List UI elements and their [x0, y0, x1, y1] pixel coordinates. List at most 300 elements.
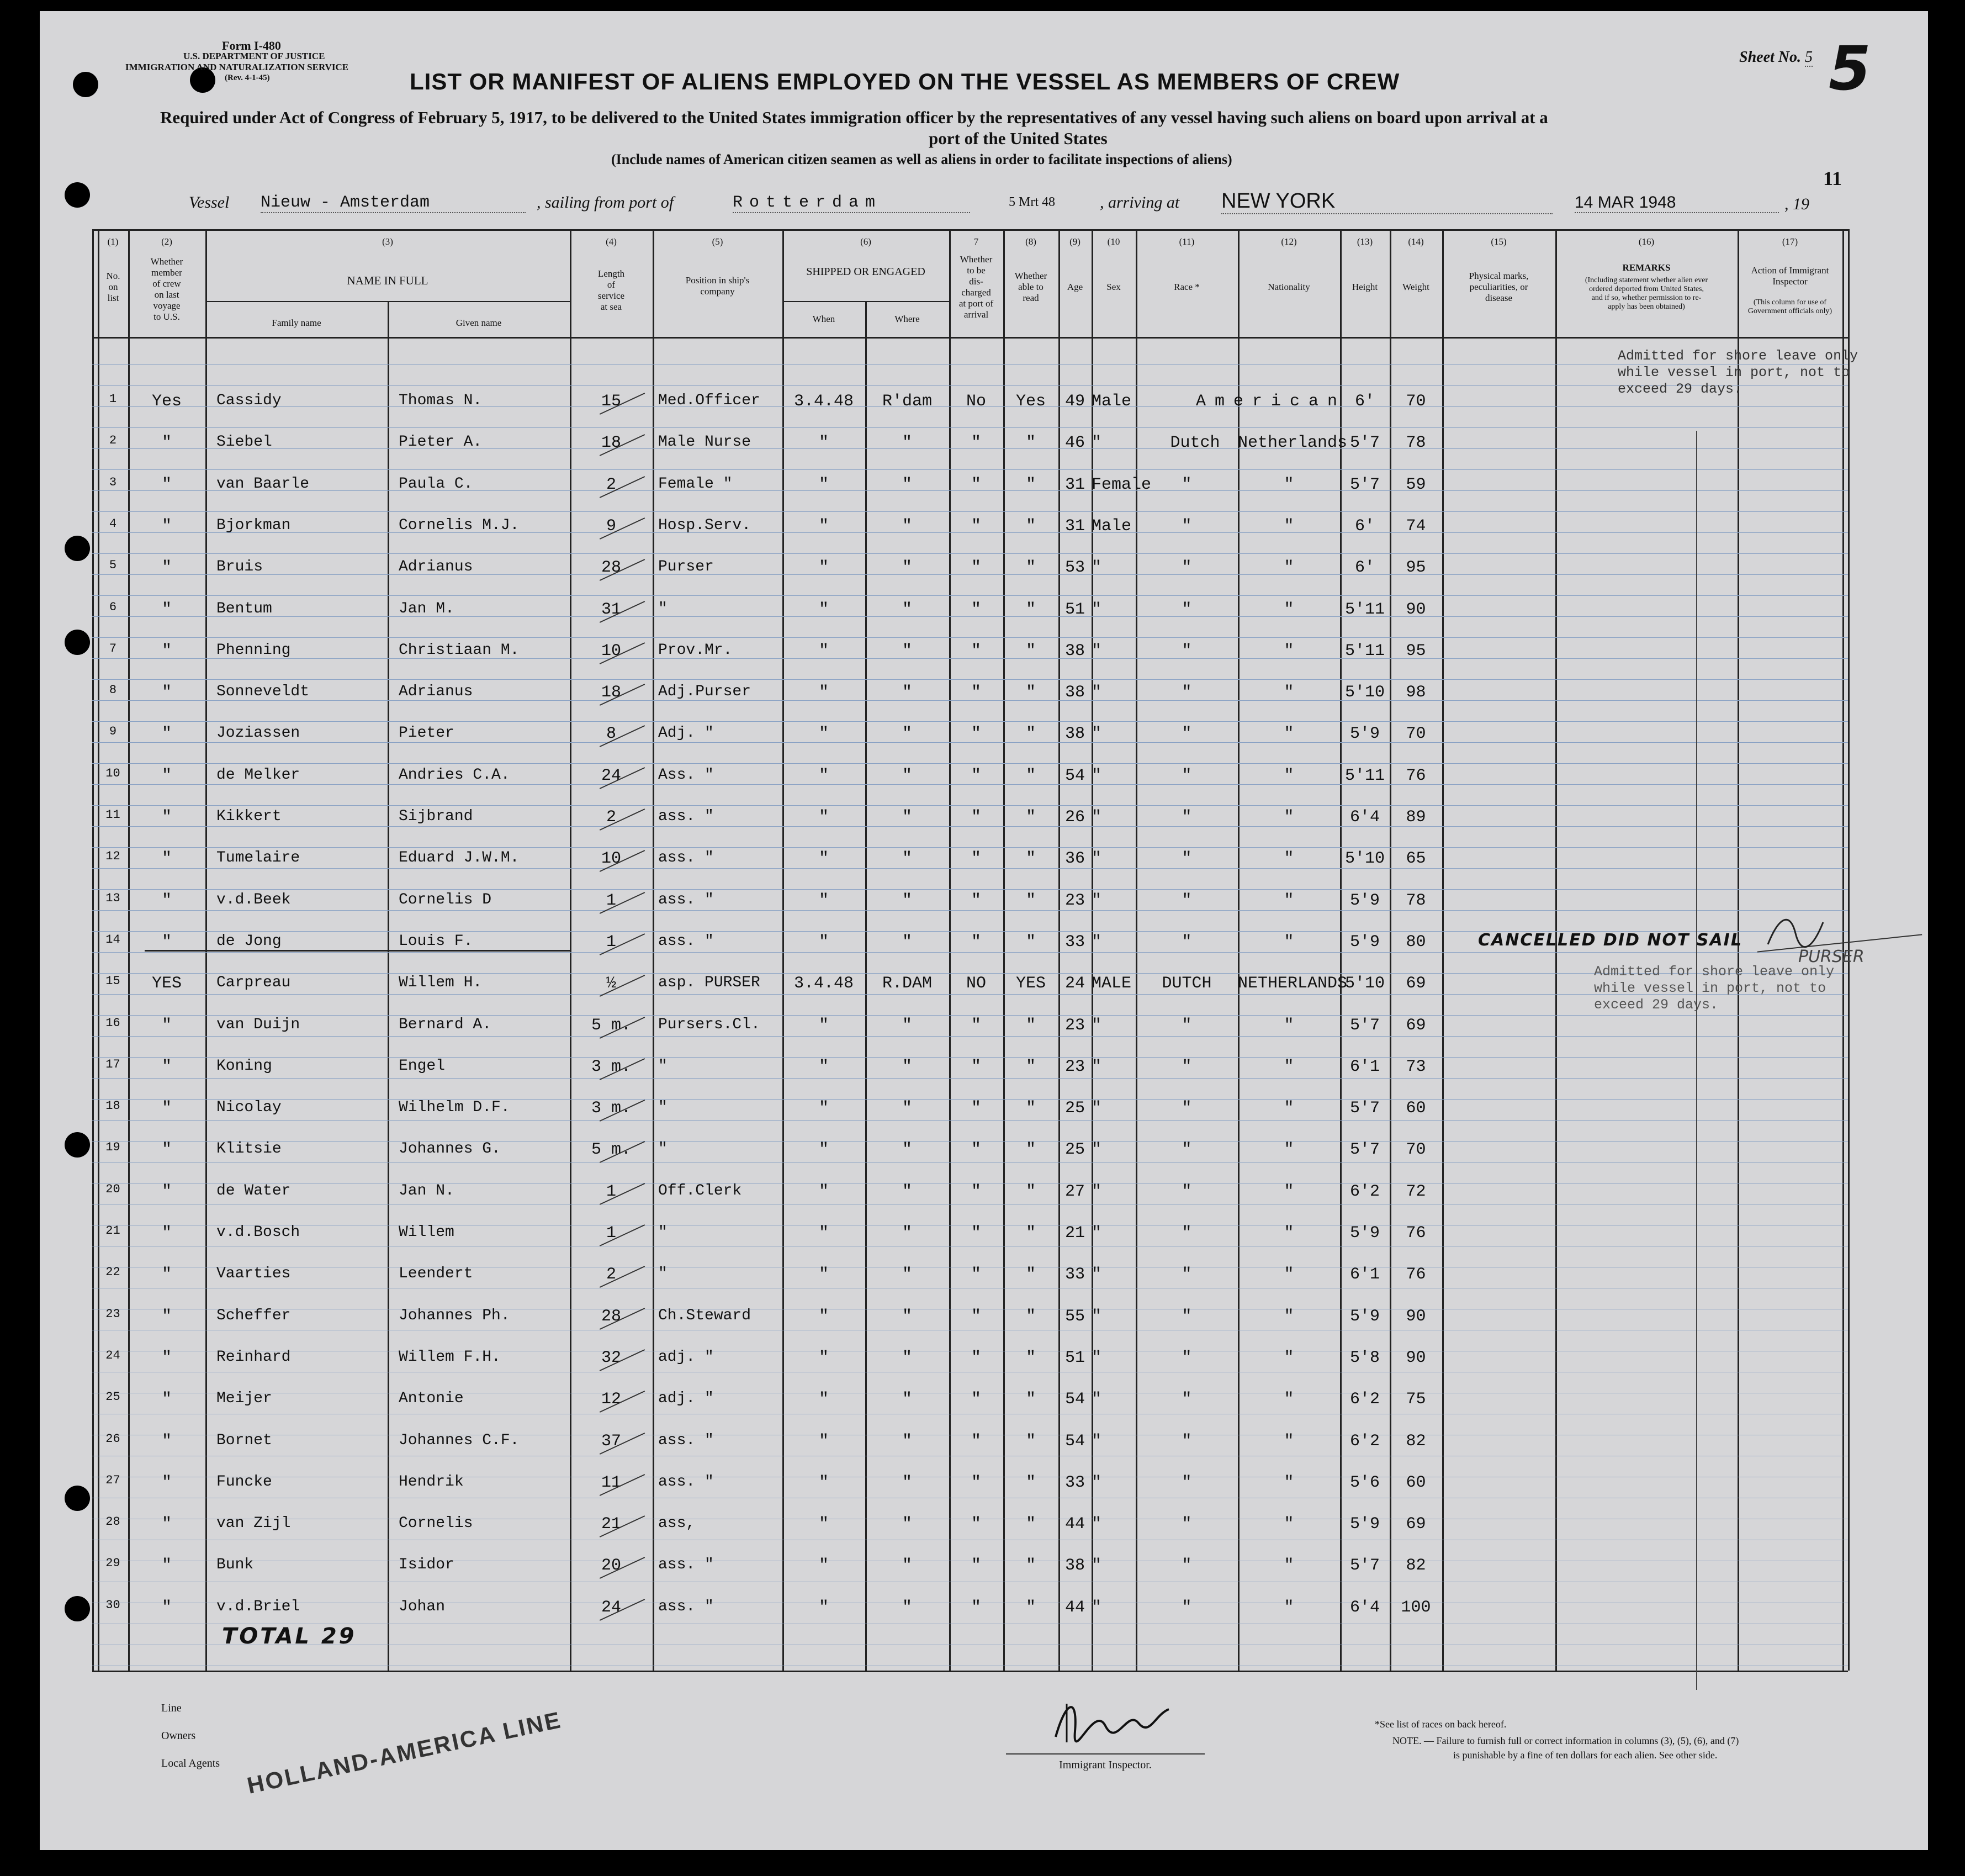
cell-member: "	[161, 1057, 172, 1076]
cell-service: 24	[601, 766, 621, 785]
cell-service: 31	[601, 600, 621, 619]
cell-age: 54	[1064, 1431, 1085, 1451]
cell-service: 1	[606, 932, 616, 952]
cell-age: 26	[1064, 808, 1085, 827]
cell-position: Pursers.Cl.	[658, 1016, 760, 1033]
cell-age: 54	[1064, 766, 1085, 785]
cell-family: Sonneveldt	[216, 683, 310, 701]
cell-read: "	[1025, 849, 1036, 869]
cell-member: "	[161, 475, 172, 494]
cell-discharged: NO	[966, 974, 986, 994]
cell-nationality: "	[1284, 725, 1294, 744]
cell-sex: "	[1092, 1473, 1102, 1492]
cell-when: 3.4.48	[793, 392, 854, 411]
cell-where: "	[902, 766, 912, 785]
cell-member: YES	[151, 974, 182, 994]
cell-race: "	[1182, 1556, 1192, 1576]
cell-discharged: "	[971, 1099, 981, 1118]
cell-weight: 69	[1406, 1016, 1426, 1035]
col-head-family-name: Family name	[272, 318, 321, 328]
ruled-line	[92, 721, 1848, 722]
cell-nationality: "	[1284, 1140, 1294, 1160]
penalty-note-1: NOTE. — Failure to furnish full or correct information in columns (3), (5), (6), and (7)	[1392, 1735, 1739, 1746]
cell-race: "	[1182, 641, 1192, 660]
cell-discharged: "	[971, 1307, 981, 1326]
cell-height: 5'7	[1349, 1556, 1380, 1576]
cell-weight: 98	[1406, 683, 1426, 702]
col-num-16: (16)	[1638, 236, 1655, 247]
cell-no: 23	[105, 1307, 120, 1321]
cell-service: 2	[606, 1265, 616, 1285]
cell-family: Bunk	[216, 1556, 254, 1574]
col-head-sex: Sex	[1106, 282, 1121, 292]
cell-family: v.d.Bosch	[216, 1224, 300, 1241]
cell-family: van Baarle	[216, 475, 310, 493]
cell-member: "	[161, 1515, 172, 1534]
cell-family: Phenning	[216, 641, 291, 659]
cell-sex: Male	[1092, 516, 1132, 536]
ruled-line	[92, 385, 1848, 386]
col-num-17: (17)	[1782, 236, 1798, 247]
cell-service: 32	[601, 1348, 621, 1367]
cell-position: ass. "	[658, 1473, 714, 1491]
cell-where: "	[902, 641, 912, 660]
cell-no: 18	[105, 1099, 120, 1113]
cell-when: "	[818, 1224, 829, 1243]
cell-position: "	[658, 600, 668, 617]
ruled-line	[92, 595, 1848, 596]
ruled-line	[92, 553, 1848, 554]
cell-no: 8	[109, 683, 117, 697]
cell-where: "	[902, 725, 912, 744]
cell-no: 16	[105, 1016, 120, 1030]
cell-position: Off.Clerk	[658, 1182, 742, 1199]
cell-given: Johannes G.	[399, 1140, 501, 1158]
cell-family: van Zijl	[216, 1515, 291, 1532]
cell-position: Female "	[658, 475, 733, 493]
col-num-12: (12)	[1281, 236, 1297, 247]
cell-race: "	[1182, 683, 1192, 702]
cell-race: "	[1182, 1473, 1192, 1492]
cell-weight: 76	[1406, 766, 1426, 785]
cell-weight: 95	[1406, 558, 1426, 578]
cell-nationality: "	[1284, 683, 1294, 702]
cell-position: Purser	[658, 558, 714, 576]
col-head-physical-marks: Physical marks, peculiarities, or disease	[1469, 271, 1529, 303]
cell-member: "	[161, 600, 172, 619]
cell-age: 25	[1064, 1099, 1085, 1118]
cell-no: 30	[105, 1598, 120, 1612]
cell-height: 6'1	[1349, 1265, 1380, 1285]
cell-no: 21	[105, 1224, 120, 1238]
col-num-1: (1)	[107, 236, 119, 247]
cell-no: 9	[109, 725, 117, 739]
cell-no: 19	[105, 1140, 120, 1155]
col-num-5: (5)	[712, 236, 723, 247]
cell-age: 49	[1064, 392, 1085, 411]
ruled-line	[92, 952, 1848, 953]
cell-height: 6'4	[1349, 808, 1380, 827]
cell-sex: "	[1092, 808, 1102, 827]
cell-no: 15	[105, 974, 120, 989]
cell-no: 28	[105, 1515, 120, 1529]
cell-when: "	[818, 1265, 829, 1285]
cell-height: 5'9	[1349, 891, 1380, 910]
cell-given: Cornelis D	[399, 891, 492, 908]
cell-member: "	[161, 891, 172, 910]
cell-given: Cornelis M.J.	[399, 516, 520, 534]
col-num-13: (13)	[1357, 236, 1373, 247]
cell-race: "	[1182, 766, 1192, 785]
cell-height: 5'9	[1349, 725, 1380, 744]
inspector-signature-line	[1006, 1753, 1205, 1755]
cell-member: "	[161, 434, 172, 453]
cell-member: "	[161, 1099, 172, 1118]
cell-height: 5'7	[1349, 1099, 1380, 1118]
cell-age: 33	[1064, 1473, 1085, 1492]
cell-when: "	[818, 1473, 829, 1492]
cell-when: "	[818, 1140, 829, 1160]
cell-sex: "	[1092, 1099, 1102, 1118]
cell-family: de Melker	[216, 766, 300, 784]
cell-position: Adj. "	[658, 725, 714, 742]
cell-height: 5'8	[1349, 1348, 1380, 1367]
cell-service: 20	[601, 1556, 621, 1576]
cell-discharged: "	[971, 1515, 981, 1534]
cell-no: 4	[109, 516, 117, 531]
cell-sex: Male	[1092, 392, 1132, 411]
cell-member: "	[161, 1224, 172, 1243]
cell-age: 21	[1064, 1224, 1085, 1243]
table-top-border	[92, 229, 1848, 231]
col-num-15: (15)	[1491, 236, 1507, 247]
cell-read: "	[1025, 1182, 1036, 1201]
cell-no: 12	[105, 849, 120, 864]
cell-nationality: "	[1284, 1307, 1294, 1326]
col-head-able-to-read: Whether able to read	[1014, 271, 1047, 303]
cell-race: "	[1182, 1598, 1192, 1617]
cell-race: "	[1182, 1016, 1192, 1035]
cell-race: Dutch	[1170, 434, 1220, 453]
cell-weight: 59	[1406, 475, 1426, 494]
cell-weight: 69	[1406, 1515, 1426, 1534]
col-num-3: (3)	[382, 236, 393, 247]
vessel-label: Vessel	[189, 193, 230, 212]
cell-read: Yes	[1015, 392, 1046, 411]
cell-where: "	[902, 1515, 912, 1534]
cell-discharged: "	[971, 1598, 981, 1617]
cell-member: "	[161, 1016, 172, 1035]
cell-when: "	[818, 600, 829, 619]
cell-when: "	[818, 1515, 829, 1534]
cell-race: "	[1182, 849, 1192, 869]
cell-when: "	[818, 1390, 829, 1409]
cell-given: Jan N.	[399, 1182, 454, 1199]
cell-given: Paula C.	[399, 475, 473, 493]
revision: (Rev. 4-1-45)	[225, 73, 270, 82]
cell-nationality: "	[1284, 1473, 1294, 1492]
cell-read: "	[1025, 808, 1036, 827]
cell-nationality: "	[1284, 1099, 1294, 1118]
cell-service: 11	[601, 1473, 621, 1492]
cell-given: Hendrik	[399, 1473, 464, 1491]
sailing-label: , sailing from port of	[537, 193, 674, 212]
cell-weight: 78	[1406, 434, 1426, 453]
cell-read: "	[1025, 1515, 1036, 1534]
col-num-10: (10	[1107, 236, 1120, 247]
cell-service: 9	[606, 516, 616, 536]
cell-height: 5'10	[1344, 849, 1385, 869]
cell-no: 29	[105, 1556, 120, 1571]
manifest-sheet	[40, 11, 1928, 1850]
cell-sex: "	[1092, 1431, 1102, 1451]
cell-height: 5'9	[1349, 1515, 1380, 1534]
cell-weight: 60	[1406, 1099, 1426, 1118]
cell-nationality: Netherlands	[1238, 434, 1348, 453]
cell-read: "	[1025, 475, 1036, 494]
cell-service: 21	[601, 1515, 621, 1534]
cell-position: ass. "	[658, 1556, 714, 1574]
cell-family: Scheffer	[216, 1307, 291, 1324]
cell-weight: 95	[1406, 641, 1426, 660]
cell-no: 1	[109, 392, 117, 406]
cell-weight: 70	[1406, 725, 1426, 744]
col-head-remarks-note: (Including statement whether alien ever ordered deported from United States, and if so, whether permission to re- apply has been obtained)	[1585, 276, 1708, 311]
cell-position: "	[658, 1057, 668, 1075]
cell-when: "	[818, 1556, 829, 1576]
cell-given: Louis F.	[399, 932, 473, 950]
sheet-label: Sheet No. 5	[1739, 49, 1813, 66]
cell-discharged: "	[971, 1057, 981, 1076]
holland-america-line-stamp: HOLLAND-AMERICA LINE	[245, 1706, 564, 1799]
cell-age: 24	[1064, 974, 1085, 994]
cell-weight: 80	[1406, 932, 1426, 952]
cell-height: 6'4	[1349, 1598, 1380, 1617]
cell-no: 26	[105, 1431, 120, 1446]
sailing-date: 5 Mrt 48	[1009, 195, 1055, 209]
cell-read: "	[1025, 641, 1036, 660]
cell-position: ass. "	[658, 849, 714, 867]
footer-owners-label: Owners	[161, 1730, 196, 1742]
cell-service: 1	[606, 1182, 616, 1201]
sailing-port: Rotterdam	[733, 193, 970, 213]
cell-age: 46	[1064, 434, 1085, 453]
cell-service: 8	[606, 725, 616, 744]
cell-sex: "	[1092, 1057, 1102, 1076]
cell-when: "	[818, 1307, 829, 1326]
col-head-height: Height	[1352, 282, 1378, 292]
cell-discharged: "	[971, 1016, 981, 1035]
cell-family: Bornet	[216, 1431, 272, 1449]
cell-sex: "	[1092, 1598, 1102, 1617]
cell-no: 20	[105, 1182, 120, 1196]
cell-sex: "	[1092, 1140, 1102, 1160]
cell-read: "	[1025, 1265, 1036, 1285]
cell-age: 31	[1064, 475, 1085, 494]
cell-member: "	[161, 516, 172, 536]
cell-family: Siebel	[216, 434, 272, 451]
cell-where: "	[902, 1140, 912, 1160]
cell-nationality: "	[1284, 932, 1294, 952]
manifest-title: LIST OR MANIFEST OF ALIENS EMPLOYED ON THE VESSEL AS MEMBERS OF CREW	[410, 68, 1400, 94]
cell-service: 2	[606, 808, 616, 827]
cell-height: 6'2	[1349, 1431, 1380, 1451]
cell-given: Adrianus	[399, 558, 473, 576]
cell-where: "	[902, 1182, 912, 1201]
arriving-label: , arriving at	[1100, 193, 1180, 212]
cell-family: Klitsie	[216, 1140, 282, 1158]
cell-family: v.d.Briel	[216, 1598, 300, 1615]
cell-where: "	[902, 1556, 912, 1576]
cell-discharged: "	[971, 766, 981, 785]
cell-read: "	[1025, 516, 1036, 536]
cell-family: van Duijn	[216, 1016, 300, 1033]
cell-no: 17	[105, 1057, 120, 1071]
cell-race: "	[1182, 1431, 1192, 1451]
ruled-line	[92, 679, 1848, 680]
cell-given: Engel	[399, 1057, 446, 1075]
col-num-6: (6)	[860, 236, 871, 247]
cell-discharged: "	[971, 683, 981, 702]
races-note: *See list of races on back hereof.	[1375, 1719, 1507, 1730]
cell-read: "	[1025, 725, 1036, 744]
cell-nationality: "	[1284, 641, 1294, 660]
sheet-number-handwritten: 5	[1829, 33, 1871, 104]
cell-where: "	[902, 1057, 912, 1076]
table-bottom-border	[92, 1671, 1848, 1672]
cell-when: "	[818, 1431, 829, 1451]
cell-height: 6'1	[1349, 1057, 1380, 1076]
cell-position: Male Nurse	[658, 434, 751, 451]
cell-when: "	[818, 475, 829, 494]
cell-where: "	[902, 1099, 912, 1118]
cell-given: Pieter	[399, 725, 454, 742]
cell-where: "	[902, 1307, 912, 1326]
cell-position: "	[658, 1265, 668, 1283]
cell-position: ass. "	[658, 891, 714, 908]
cell-member: "	[161, 1182, 172, 1201]
footer-agents-label: Local Agents	[161, 1757, 220, 1769]
cell-race: "	[1182, 475, 1192, 494]
cell-service: 3 m.	[591, 1057, 631, 1076]
cell-position: Hosp.Serv.	[658, 516, 751, 534]
cell-sex: "	[1092, 1556, 1102, 1576]
cell-member: "	[161, 1598, 172, 1617]
cell-member: "	[161, 1431, 172, 1451]
ruled-line	[92, 1036, 1848, 1037]
col-head-name-in-full: NAME IN FULL	[347, 274, 428, 287]
cell-member: "	[161, 558, 172, 578]
cell-service: 1	[606, 1224, 616, 1243]
cell-no: 25	[105, 1390, 120, 1404]
subtitle-note: (Include names of American citizen seamen as well as aliens in order to facilitate inspections of aliens)	[611, 151, 1232, 167]
cell-read: "	[1025, 766, 1036, 785]
col-head-no: No. on list	[106, 271, 120, 303]
cell-given: Jan M.	[399, 600, 454, 617]
cell-given: Isidor	[399, 1556, 454, 1574]
cell-sex: "	[1092, 1307, 1102, 1326]
cell-service: ½	[606, 974, 616, 994]
cell-read: "	[1025, 1307, 1036, 1326]
cell-sex: Female	[1092, 475, 1152, 494]
cell-when: "	[818, 434, 829, 453]
cell-height: 5'7	[1349, 434, 1380, 453]
footer-line-label: Line	[161, 1702, 182, 1714]
cell-given: Willem F.H.	[399, 1348, 501, 1366]
cell-family: Bjorkman	[216, 516, 291, 534]
cell-nationality: "	[1284, 1390, 1294, 1409]
cell-sex: "	[1092, 1182, 1102, 1201]
cell-given: Johannes Ph.	[399, 1307, 510, 1324]
cell-height: 5'9	[1349, 1307, 1380, 1326]
ruled-line	[92, 847, 1848, 848]
cell-sex: "	[1092, 932, 1102, 952]
cell-family: v.d.Beek	[216, 891, 291, 908]
col-head-length-of-service: Length of service at sea	[597, 268, 625, 312]
cell-service: 12	[601, 1390, 621, 1409]
cell-no: 11	[105, 808, 120, 822]
col-head-age: Age	[1067, 282, 1083, 292]
cell-where: "	[902, 891, 912, 910]
cell-height: 5'11	[1344, 641, 1385, 660]
cell-age: 55	[1064, 1307, 1085, 1326]
col-head-when: When	[812, 314, 835, 324]
cell-race: American	[1195, 392, 1347, 411]
ruled-line	[92, 364, 1848, 365]
cell-read: "	[1025, 1348, 1036, 1367]
cell-discharged: "	[971, 725, 981, 744]
col-num-14: (14)	[1408, 236, 1424, 247]
cell-where: "	[902, 1016, 912, 1035]
cell-discharged: "	[971, 1473, 981, 1492]
cell-height: 6'2	[1349, 1390, 1380, 1409]
cell-when: "	[818, 516, 829, 536]
cell-when: "	[818, 725, 829, 744]
ruled-line	[92, 1120, 1848, 1121]
cell-sex: "	[1092, 434, 1102, 453]
cell-service: 28	[601, 558, 621, 578]
cell-race: DUTCH	[1162, 974, 1212, 994]
cell-position: ass. "	[658, 808, 714, 825]
cell-when: "	[818, 808, 829, 827]
cell-nationality: "	[1284, 558, 1294, 578]
cell-service: 28	[601, 1307, 621, 1326]
cell-when: "	[818, 1348, 829, 1367]
cell-age: 38	[1064, 641, 1085, 660]
cell-given: Willem H.	[399, 974, 483, 992]
cell-when: "	[818, 891, 829, 910]
cell-weight: 65	[1406, 849, 1426, 869]
cell-sex: "	[1092, 558, 1102, 578]
cell-family: Nicolay	[216, 1099, 282, 1117]
cell-weight: 74	[1406, 516, 1426, 536]
cell-no: 5	[109, 558, 117, 573]
cell-no: 14	[105, 932, 120, 947]
cell-given: Willem	[399, 1224, 454, 1241]
cell-height: 5'9	[1349, 932, 1380, 952]
ruled-line	[92, 469, 1848, 470]
cell-no: 2	[109, 434, 117, 448]
cell-position: ass. "	[658, 1598, 714, 1615]
cell-sex: "	[1092, 1390, 1102, 1409]
cell-weight: 78	[1406, 891, 1426, 910]
cell-race: "	[1182, 891, 1192, 910]
cell-nationality: "	[1284, 1057, 1294, 1076]
cell-service: 5 m.	[591, 1140, 631, 1160]
ruled-line	[92, 973, 1848, 974]
department: U.S. DEPARTMENT OF JUSTICE	[183, 51, 325, 61]
cell-sex: MALE	[1092, 974, 1132, 994]
